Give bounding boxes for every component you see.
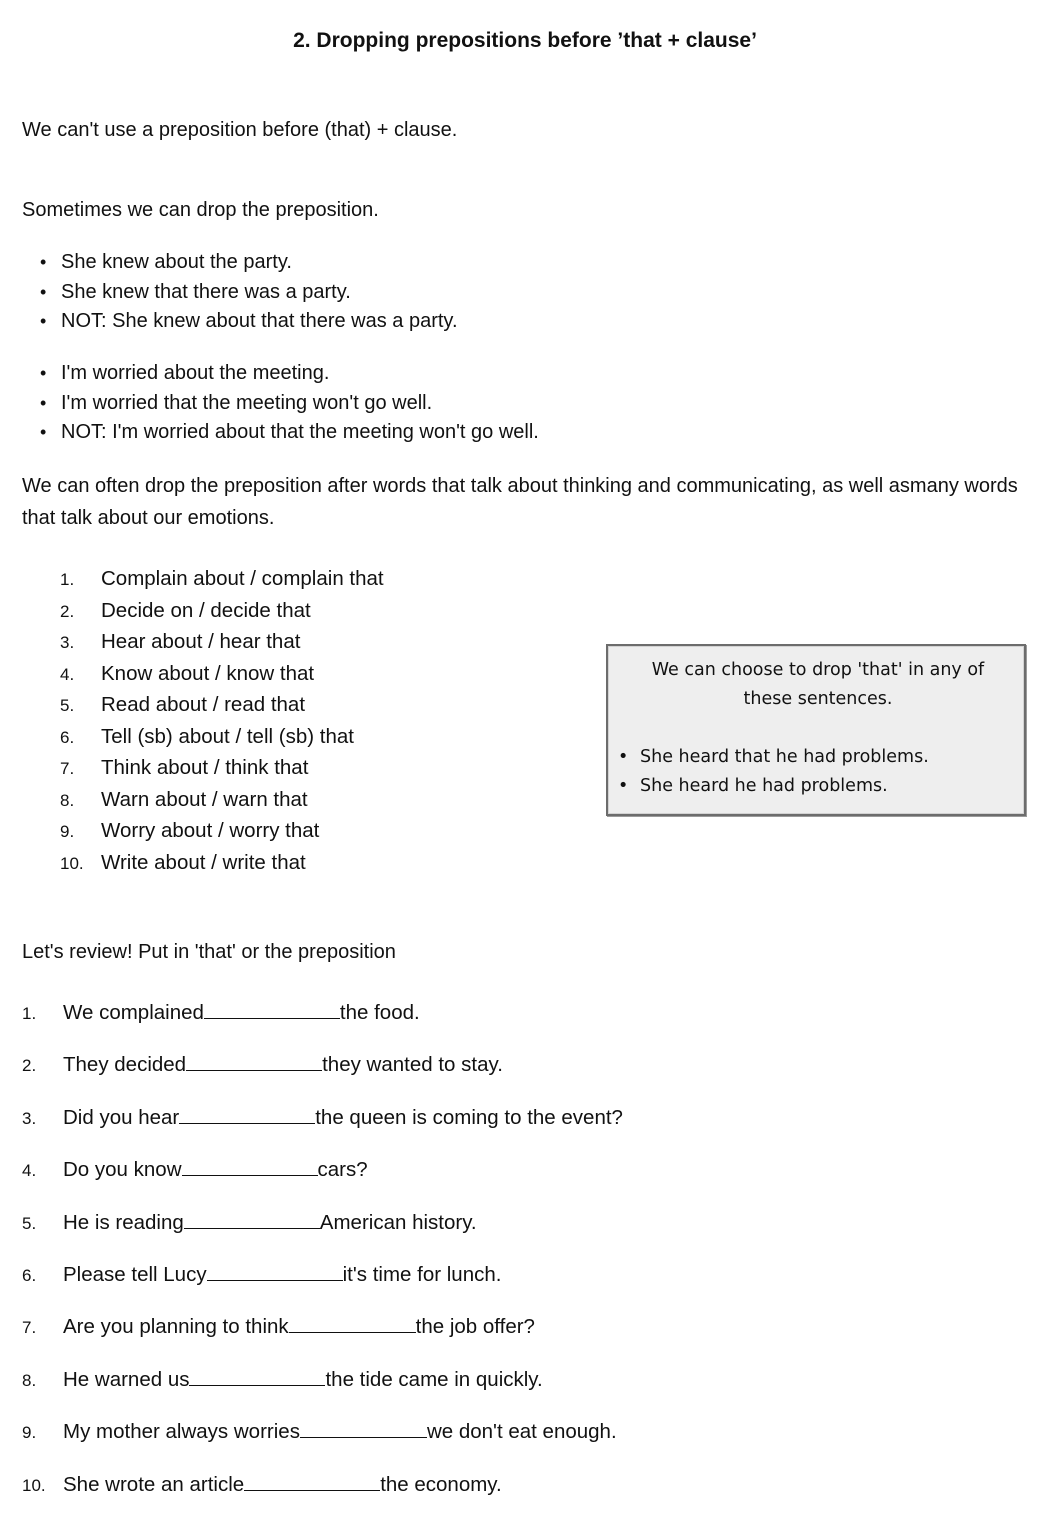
list-item: • She heard he had problems. xyxy=(618,772,929,801)
exercise-item: 2. They decided they wanted to stay. xyxy=(22,1053,503,1077)
list-item: • She heard that he had problems. xyxy=(618,743,929,772)
note-example-list xyxy=(618,743,929,801)
bullet-icon: • xyxy=(618,747,629,767)
bullet-icon: • xyxy=(40,252,47,272)
list-item: 7. Think about / think that xyxy=(60,756,309,779)
answer-blank[interactable] xyxy=(204,1000,340,1019)
answer-blank[interactable] xyxy=(189,1367,325,1386)
list-item: 8. Warn about / warn that xyxy=(60,787,308,811)
exercise-item: 1. We complained the food. xyxy=(22,1001,420,1024)
exercise-item: 10. She wrote an article the economy. xyxy=(22,1472,502,1496)
bullet-icon: • xyxy=(40,363,47,383)
example-list-1 xyxy=(40,248,458,337)
verb-list xyxy=(60,563,384,878)
bullet-icon: • xyxy=(40,422,47,442)
exercise-item: 9. My mother always worries we don't eat enough. xyxy=(22,1420,617,1444)
answer-blank[interactable] xyxy=(244,1472,380,1491)
exercise-item: 6. Please tell Lucy it's time for lunch. xyxy=(22,1262,502,1286)
list-item: 3. Hear about / hear that xyxy=(60,630,301,653)
exercise-item: 4. Do you know cars? xyxy=(22,1158,368,1182)
sometimes-text: Sometimes we can drop the preposition. xyxy=(22,199,379,221)
exercise-list xyxy=(22,997,623,1521)
exercise-item: 7. Are you planning to think the job offer? xyxy=(22,1315,535,1339)
example-list-2 xyxy=(40,359,539,448)
note-text: We can choose to drop 'that' in any of these sentences. xyxy=(651,660,985,709)
list-item: 9. Worry about / worry that xyxy=(60,819,320,842)
list-item: 6. Tell (sb) about / tell (sb) that xyxy=(60,724,354,748)
bullet-icon: • xyxy=(40,281,47,302)
page-title: 2. Dropping prepositions before ’that + clause’ xyxy=(293,29,757,52)
list-item: 5. Read about / read that xyxy=(60,693,306,716)
answer-blank[interactable] xyxy=(289,1314,416,1333)
list-item: 10. Write about / write that xyxy=(60,850,306,874)
answer-blank[interactable] xyxy=(186,1052,322,1071)
list-item: 4. Know about / know that xyxy=(60,661,315,685)
answer-blank[interactable] xyxy=(184,1210,320,1229)
list-item: • I'm worried that the meeting won't go well. xyxy=(40,389,539,419)
bullet-icon: • xyxy=(40,311,47,331)
list-item: • NOT: I'm worried about that the meeting won't go well. xyxy=(40,418,539,448)
answer-blank[interactable] xyxy=(179,1105,315,1124)
list-item: • I'm worried about the meeting. xyxy=(40,359,539,389)
exercise-item: 3. Did you hear the queen is coming to the event? xyxy=(22,1105,623,1129)
list-item: • She knew that there was a party. xyxy=(40,278,458,308)
list-item: 1. Complain about / complain that xyxy=(60,567,384,590)
bullet-icon: • xyxy=(618,776,629,796)
exercise-item: 5. He is reading American history. xyxy=(22,1210,477,1234)
exercise-item: 8. He warned us the tide came in quickly. xyxy=(22,1367,543,1391)
intro-text: We can't use a preposition before (that) + clause. xyxy=(22,119,458,141)
bullet-icon: • xyxy=(40,392,47,413)
note-box xyxy=(606,644,1026,816)
often-drop-text: We can often drop the preposition after words that talk about thinking and communicating, as well asmany words that talk about our emotions. xyxy=(22,475,1018,529)
list-item: 2. Decide on / decide that xyxy=(60,598,311,622)
review-prompt: Let's review! Put in 'that' or the preposition xyxy=(22,941,396,963)
list-item: • She knew about the party. xyxy=(40,248,458,278)
answer-blank[interactable] xyxy=(300,1419,427,1438)
list-item: • NOT: She knew about that there was a party. xyxy=(40,307,458,337)
answer-blank[interactable] xyxy=(207,1262,343,1281)
answer-blank[interactable] xyxy=(182,1157,318,1176)
